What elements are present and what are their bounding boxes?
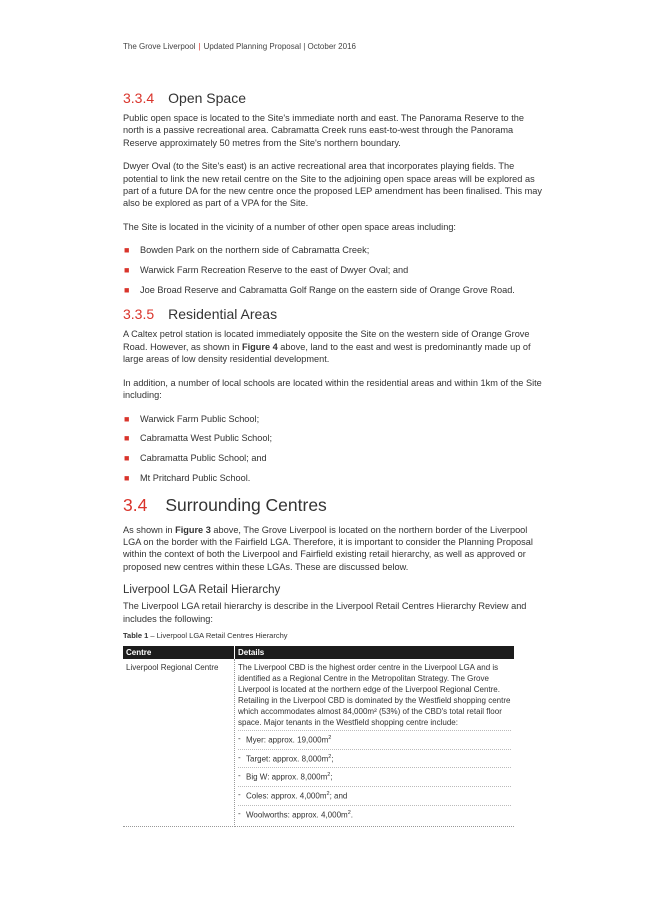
list-item: - Target: approx. $8,000m^2$;: [238, 749, 511, 768]
list-item: ■ Bowden Park on the northern side of Cabramatta Creek;: [124, 245, 370, 256]
running-header: [123, 42, 356, 51]
paragraph: Public open space is located to the Site's immediate north and east. The Panorama Reserve to the north is a passive recreational area. Cabramatta Creek runs east-to-west through the Panorama Reserve approximately 50 metres from the Site's northern boundary.: [123, 113, 524, 148]
section-number: 3.3.5: [123, 306, 155, 323]
list-item: - Big W: approx. $8,000m^2$;: [238, 767, 511, 786]
heading-surrounding-centres: [123, 495, 547, 516]
paragraph: Dwyer Oval (to the Site's east) is an active recreational area that incorporates playing fields. The potential to link the new retail centre on the Site to the adjoining open space areas will be explored as part of a future DA for the new centre once the proposed LEP amendment has been finalised. This may also be explored as part of a VPA for the Site.: [123, 161, 542, 209]
section-title: Residential Areas: [168, 306, 278, 323]
section-title: Open Space: [168, 90, 246, 106]
table-cell-centre: Liverpool Regional Centre: [123, 659, 235, 827]
list-item: - Woolworths: approx. $4,000m^2$.: [238, 805, 511, 824]
paragraph: A Caltex petrol station is located immediately opposite the Site on the western side of Orange Grove Road. However, as shown in Figure 4 above, land to the east and west is predominantly made up of large areas of low density residential development.: [123, 329, 531, 365]
bullet-icon: ■: [124, 285, 130, 296]
bullet-icon: ■: [124, 453, 130, 464]
list-item: - Coles: approx. $4,000m^2$; and: [238, 786, 511, 805]
retail-hierarchy-table: [123, 646, 514, 827]
list-item: ■ Warwick Farm Recreation Reserve to the east of Dwyer Oval; and: [124, 265, 409, 276]
section-number: 3.3.4: [123, 90, 155, 106]
column-header: Centre: [123, 646, 235, 659]
header-doc-subtitle: Updated Planning Proposal | October 2016: [203, 42, 356, 51]
list-item: - Myer: approx. $19,000m^2$: [238, 730, 511, 749]
section-title: Surrounding Centres: [165, 494, 327, 515]
list-item: ■ Cabramatta Public School; and: [124, 453, 267, 464]
column-header: Details: [235, 646, 515, 659]
figure-reference: Figure 4: [242, 341, 278, 352]
paragraph: In addition, a number of local schools are located within the residential areas and within 1km of the Site including:: [123, 377, 542, 401]
header-doc-name: The Grove Liverpool: [123, 42, 196, 51]
table-row: [123, 659, 514, 827]
table-caption: Table 1 – Liverpool LGA Retail Centres Hierarchy: [123, 631, 288, 641]
heading-residential-areas: [123, 306, 547, 322]
section-number: 3.4: [123, 494, 148, 515]
bullet-icon: ■: [124, 265, 130, 276]
bullet-icon: ■: [124, 413, 130, 424]
schools-list: [123, 413, 547, 485]
list-item: ■ Cabramatta West Public School;: [124, 433, 273, 444]
list-item: ■ Joe Broad Reserve and Cabramatta Golf Range on the eastern side of Orange Grove Road.: [124, 285, 515, 296]
paragraph: As shown in Figure 3 above, The Grove Liverpool is located on the northern border of the Liverpool LGA on the border with the Fairfield LGA. Therefore, it is important to consider the Planning Proposal within the context of both the Liverpool and Fairfield existing retail hierarchy, as well as approved or proposed new centres within these LGAs. These are discussed below.: [123, 524, 533, 572]
list-item: ■ Warwick Farm Public School;: [124, 413, 260, 424]
figure-reference: Figure 3: [175, 524, 211, 535]
paragraph: The Site is located in the vicinity of a number of other open space areas including:: [123, 221, 456, 232]
bullet-icon: ■: [124, 433, 130, 444]
subheading-liverpool-retail: Liverpool LGA Retail Hierarchy: [123, 584, 281, 597]
open-space-list: [123, 244, 547, 296]
page-content: [123, 90, 547, 827]
bullet-icon: ■: [124, 245, 130, 256]
heading-open-space: [123, 90, 547, 106]
paragraph: The Liverpool LGA retail hierarchy is describe in the Liverpool Retail Centres Hierarchy Review and includes the following:: [123, 601, 527, 624]
tenant-list: [238, 730, 511, 823]
bullet-icon: ■: [124, 473, 130, 484]
list-item: ■ Mt Pritchard Public School.: [124, 473, 251, 484]
header-separator: |: [198, 42, 201, 51]
table-header-row: [123, 646, 514, 659]
table-cell-details: The Liverpool CBD is the highest order centre in the Liverpool LGA and is identified as a Regional Centre in the Metropolitan Strategy. The Grove Liverpool is located at the northern edge of the Liverpool Regional Centre. Retailing in the Liverpool CBD is dominated by the Westfield shopping centre which accommodates almost 84,000m² (53%) of the CBD's total retail floor space. Major tenants in the Westfield shopping centre include: - Myer: approx. $19,000m^2$ - Target: approx. $8,000m^2$; - Big W: approx. $8,000m^2$; - Coles: approx. $4,000m^2$; and - Woolworths: approx. $4,000m^2$.: [235, 659, 515, 827]
